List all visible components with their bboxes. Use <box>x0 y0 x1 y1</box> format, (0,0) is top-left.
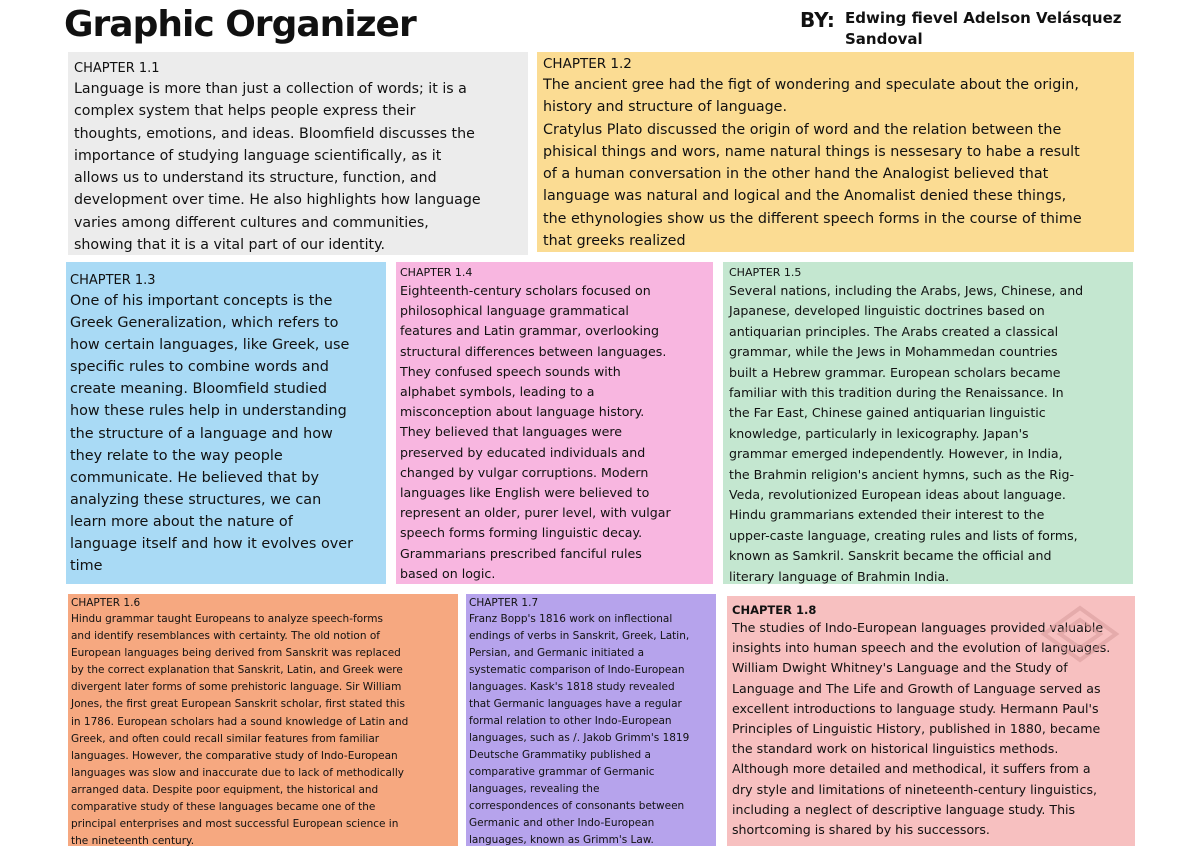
by-label: BY: <box>800 8 835 32</box>
chapter-heading: CHAPTER 1.5 <box>729 266 802 279</box>
chapter-text: Eighteenth-century scholars focused on philosophical language grammatical features and Latin grammar, overlooking structural differences between languages. They confused speech sounds with alphabet symbols, leading to a misconception about language history. They believed that languages were preserved by educated individuals and changed by vulgar corruptions. Modern languages like English were believed to represent an older, purer level, with vulgar speech forms forming linguistic decay. Grammarians prescribed fanciful rules based on logic. <box>400 283 671 581</box>
chapter-1-7-box <box>466 594 716 846</box>
chapter-text: Language is more than just a collection of words; it is a complex system that helps people express their thoughts, emotions, and ideas. Bloomfield discusses the importance of studying language scientifically, as it allows us to understand its structure, function, and development over time. He also highlights how language varies among different cultures and communities, showing that it is a vital part of our identity. <box>74 81 481 254</box>
chapter-text: Hindu grammar taught Europeans to analyze speech-forms and identify resemblances with certainty. The old notion of European languages being derived from Sanskrit was replaced by the correct explanation that Sanskrit, Latin, and Greek were divergent later forms of some prehistoric language. Sir William Jones, the first great European Sanskrit scholar, first stated this in 1786. European scholars had a sound knowledge of Latin and Greek, and often could recall similar features from familiar languages. However, the comparative study of Indo-European languages was slow and inaccurate due to lack of methodically arranged data. Despite poor equipment, the historical and comparative study of these languages became one of the principal enterprises and most successful European science in the nineteenth century. <box>71 613 409 846</box>
chapter-heading: CHAPTER 1.1 <box>74 61 160 76</box>
chapter-1-5-box <box>723 262 1133 584</box>
chapter-heading: CHAPTER 1.6 <box>71 597 141 609</box>
chapter-text: The ancient gree had the figt of wondering and speculate about the origin, history and structure of language. Cratylus Plato discussed the origin of word and the relation between the phisical things and wors, name natural things is nessesary to habe a result of a human conversation in the other hand the Analogist believed that language was natural and logical and the Anomalist denied these things, the ethynologies show us the different speech forms in the course of thime that greeks realized <box>543 77 1082 250</box>
chapter-1-4-box <box>396 262 713 584</box>
chapter-1-3-box <box>66 262 386 584</box>
author-name: Edwing fievel Adelson Velásquez Sandoval <box>845 9 1122 48</box>
chapter-text: The studies of Indo-European languages provided valuable insights into human speech and the evolution of languages. William Dwight Whitney's Language and the Study of Language and The Life and Growth of Language served as excellent introductions to language study. Hermann Paul's Principles of Linguistic History, published in 1880, became the standard work on historical linguistics methods. Although more detailed and methodical, it suffers from a dry style and limitations of nineteenth-century linguistics, including a neglect of descriptive language study. This shortcoming is shared by his successors. <box>732 620 1111 838</box>
page-title: Graphic Organizer <box>64 4 416 45</box>
chapter-1-2-box <box>537 52 1134 252</box>
chapter-heading: CHAPTER 1.8 <box>732 603 817 617</box>
chapter-heading: CHAPTER 1.4 <box>400 266 473 279</box>
chapter-heading: CHAPTER 1.7 <box>469 597 539 609</box>
chapter-heading: CHAPTER 1.2 <box>543 56 632 72</box>
chapter-text: Franz Bopp's 1816 work on inflectional endings of verbs in Sanskrit, Greek, Latin, Persian, and Germanic initiated a systematic comparison of Indo-European languages. Kask's 1818 study revealed that Germanic languages have a regular formal relation to other Indo-European languages, such as /. Jakob Grimm's 1819 Deutsche Grammatiky published a comparative grammar of Germanic languages, revealing the correspondences of consonants between Germanic and other Indo-European languages, known as Grimm's Law. <box>469 613 690 846</box>
chapter-1-8-box <box>727 596 1135 846</box>
chapter-1-1-box <box>68 52 528 255</box>
chapter-text: Several nations, including the Arabs, Jews, Chinese, and Japanese, developed linguistic doctrines based on antiquarian principles. The Arabs created a classical grammar, while the Jews in Mohammedan countries built a Hebrew grammar. European scholars became familiar with this tradition during the Renaissance. In the Far East, Chinese gained antiquarian linguistic knowledge, particularly in lexicography. Japan's grammar emerged independently. However, in India, the Brahmin religion's ancient hymns, such as the Rig- Veda, revolutionized European ideas about language. Hindu grammarians extended their interest to the upper-caste language, creating rules and lists of forms, known as Samkril. Sanskrit became the official and literary language of Brahmin India. <box>729 283 1084 584</box>
chapter-text: One of his important concepts is the Greek Generalization, which refers to how certain languages, like Greek, use specific rules to combine words and create meaning. Bloomfield studied how these rules help in understanding the structure of a language and how they relate to the way people communicate. He believed that by analyzing these structures, we can learn more about the nature of language itself and how it evolves over time <box>70 293 354 575</box>
chapter-heading: CHAPTER 1.3 <box>70 273 156 288</box>
chapter-1-6-box <box>68 594 458 846</box>
